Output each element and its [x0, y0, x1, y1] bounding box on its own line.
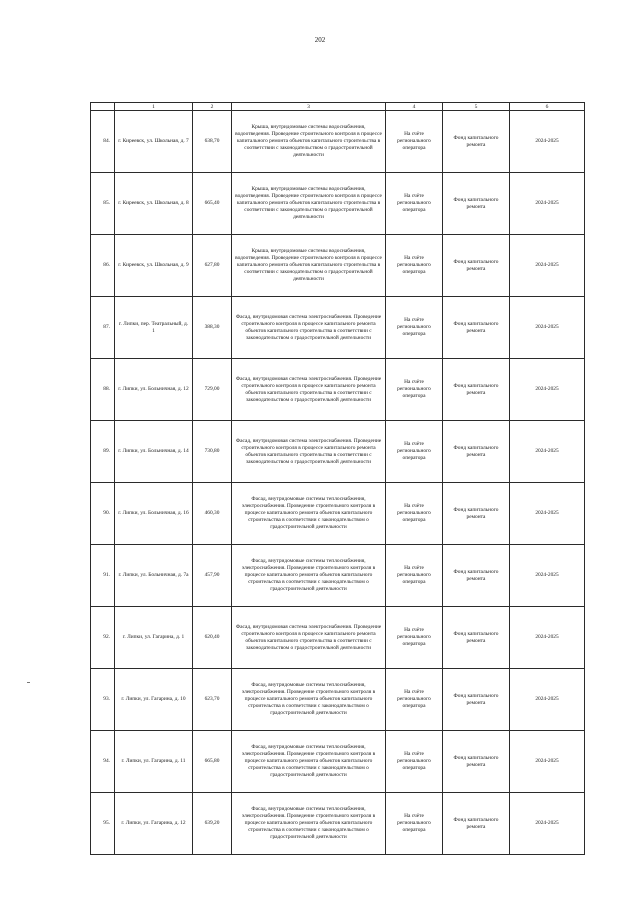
table-row: [91, 669, 585, 731]
table-body: [91, 103, 585, 855]
account-cell: На счёте регионального оператора: [386, 483, 443, 545]
account-cell: На счёте регионального оператора: [386, 607, 443, 669]
row-number: 85.: [91, 173, 115, 235]
page-number: 202: [314, 36, 326, 44]
address-cell: г. Липки, ул. Гагарина, д. 12: [115, 793, 193, 855]
address-cell: г. Липки, ул. Гагарина, д. 11: [115, 731, 193, 793]
period-cell: 2024-2025: [510, 235, 585, 297]
account-cell: На счёте регионального оператора: [386, 297, 443, 359]
header-col-6: 6: [510, 103, 585, 111]
address-cell: г. Киреевск, ул. Школьная, д. 9: [115, 235, 193, 297]
header-blank-cell: [91, 103, 115, 111]
area-cell: 460,30: [193, 483, 232, 545]
work-description-cell: Фасад, внутридомовая система электроснабжения. Проведение строительного контроля в процессе капитального ремонта объектов капитального строительства в соответствии с законодательством о градостроительной деятельности: [232, 421, 386, 483]
address-cell: г. Липки, пер. Театральный, д. 1: [115, 297, 193, 359]
work-description-cell: Фасад, внутридомовая система электроснабжения. Проведение строительного контроля в процессе капитального ремонта объектов капитального строительства в соответствии с законодательством о градостроительной деятельности: [232, 297, 386, 359]
address-cell: г. Липки, ул. Гагарина, д. 10: [115, 669, 193, 731]
address-cell: г. Липки, ул. Гагарина, д. 1: [115, 607, 193, 669]
account-cell: На счёте регионального оператора: [386, 669, 443, 731]
column-number-header: [91, 103, 585, 111]
funding-source-cell: Фонд капитального ремонта: [443, 607, 510, 669]
header-col-1: 1: [115, 103, 193, 111]
account-cell: На счёте регионального оператора: [386, 111, 443, 173]
address-cell: г. Липки, ул. Больничная, д. 14: [115, 421, 193, 483]
area-cell: 388,30: [193, 297, 232, 359]
area-cell: 623,70: [193, 669, 232, 731]
funding-source-cell: Фонд капитального ремонта: [443, 235, 510, 297]
table-row: [91, 421, 585, 483]
account-cell: На счёте регионального оператора: [386, 173, 443, 235]
area-cell: 665,80: [193, 731, 232, 793]
row-number: 91.: [91, 545, 115, 607]
funding-source-cell: Фонд капитального ремонта: [443, 483, 510, 545]
address-cell: г. Липки, ул. Больничная, д. 12: [115, 359, 193, 421]
row-number: 95.: [91, 793, 115, 855]
account-cell: На счёте регионального оператора: [386, 359, 443, 421]
address-cell: г. Липки, ул. Больничная, д. 7а: [115, 545, 193, 607]
header-col-5: 5: [443, 103, 510, 111]
funding-source-cell: Фонд капитального ремонта: [443, 545, 510, 607]
table-row: [91, 297, 585, 359]
work-description-cell: Фасад, внутридомовые системы теплоснабжения, электроснабжения. Проведение строительного контроля в процессе капитального ремонта объектов капитального строительства в соответствии с законодательством о градостроительной деятельности: [232, 731, 386, 793]
area-cell: 729,00: [193, 359, 232, 421]
period-cell: 2024-2025: [510, 669, 585, 731]
area-cell: 457,90: [193, 545, 232, 607]
area-cell: 665,40: [193, 173, 232, 235]
funding-source-cell: Фонд капитального ремонта: [443, 111, 510, 173]
funding-source-cell: Фонд капитального ремонта: [443, 173, 510, 235]
work-description-cell: Фасад, внутридомовые системы теплоснабжения, электроснабжения. Проведение строительного контроля в процессе капитального ремонта объектов капитального строительства в соответствии с законодательством о градостроительной деятельности: [232, 545, 386, 607]
account-cell: На счёте регионального оператора: [386, 421, 443, 483]
row-number: 84.: [91, 111, 115, 173]
row-number: 87.: [91, 297, 115, 359]
table-row: [91, 173, 585, 235]
period-cell: 2024-2025: [510, 483, 585, 545]
funding-source-cell: Фонд капитального ремонта: [443, 421, 510, 483]
row-number: 92.: [91, 607, 115, 669]
work-description-cell: Фасад, внутридомовые системы теплоснабжения, электроснабжения. Проведение строительного контроля в процессе капитального ремонта объектов капитального строительства в соответствии с законодательством о градостроительной деятельности: [232, 669, 386, 731]
period-cell: 2024-2025: [510, 607, 585, 669]
account-cell: На счёте регионального оператора: [386, 793, 443, 855]
table-row: [91, 235, 585, 297]
area-cell: 638,70: [193, 111, 232, 173]
area-cell: 627,80: [193, 235, 232, 297]
account-cell: На счёте регионального оператора: [386, 235, 443, 297]
period-cell: 2024-2025: [510, 359, 585, 421]
address-cell: г. Липки, ул. Больничная, д. 16: [115, 483, 193, 545]
row-number: 90.: [91, 483, 115, 545]
table-row: [91, 483, 585, 545]
work-description-cell: Крыша, внутридомовые системы водоснабжения, водоотведения. Проведение строительного контроля в процессе капитального ремонта объектов капитального строительства в соответствии с законодательством о градостроительной деятельности: [232, 173, 386, 235]
table-row: [91, 731, 585, 793]
area-cell: 620,40: [193, 607, 232, 669]
work-description-cell: Крыша, внутридомовые системы водоснабжения, водоотведения. Проведение строительного контроля в процессе капитального ремонта объектов капитального строительства в соответствии с законодательством о градостроительной деятельности: [232, 111, 386, 173]
work-description-cell: Фасад, внутридомовая система электроснабжения. Проведение строительного контроля в процессе капитального ремонта объектов капитального строительства в соответствии с законодательством о градостроительной деятельности: [232, 607, 386, 669]
capital-repair-table: [90, 102, 585, 855]
header-col-4: 4: [386, 103, 443, 111]
work-description-cell: Фасад, внутридомовая система электроснабжения. Проведение строительного контроля в процессе капитального ремонта объектов капитального строительства в соответствии с законодательством о градостроительной деятельности: [232, 359, 386, 421]
row-number: 89.: [91, 421, 115, 483]
scan-mark: [27, 682, 30, 683]
row-number: 86.: [91, 235, 115, 297]
table-row: [91, 793, 585, 855]
area-cell: 730,80: [193, 421, 232, 483]
address-cell: г. Киреевск, ул. Школьная, д. 7: [115, 111, 193, 173]
funding-source-cell: Фонд капитального ремонта: [443, 669, 510, 731]
period-cell: 2024-2025: [510, 731, 585, 793]
work-description-cell: Крыша, внутридомовые системы водоснабжения, водоотведения. Проведение строительного контроля в процессе капитального ремонта объектов капитального строительства в соответствии с законодательством о градостроительной деятельности: [232, 235, 386, 297]
header-col-2: 2: [193, 103, 232, 111]
funding-source-cell: Фонд капитального ремонта: [443, 359, 510, 421]
table-row: [91, 607, 585, 669]
period-cell: 2024-2025: [510, 111, 585, 173]
header-col-3: 3: [232, 103, 386, 111]
period-cell: 2024-2025: [510, 297, 585, 359]
row-number: 93.: [91, 669, 115, 731]
row-number: 88.: [91, 359, 115, 421]
area-cell: 639,20: [193, 793, 232, 855]
account-cell: На счёте регионального оператора: [386, 731, 443, 793]
row-number: 94.: [91, 731, 115, 793]
account-cell: На счёте регионального оператора: [386, 545, 443, 607]
funding-source-cell: Фонд капитального ремонта: [443, 793, 510, 855]
address-cell: г. Киреевск, ул. Школьная, д. 8: [115, 173, 193, 235]
period-cell: 2024-2025: [510, 793, 585, 855]
period-cell: 2024-2025: [510, 173, 585, 235]
period-cell: 2024-2025: [510, 421, 585, 483]
funding-source-cell: Фонд капитального ремонта: [443, 731, 510, 793]
work-description-cell: Фасад, внутридомовые системы теплоснабжения, электроснабжения. Проведение строительного контроля в процессе капитального ремонта объектов капитального строительства в соответствии с законодательством о градостроительной деятельности: [232, 483, 386, 545]
table-row: [91, 111, 585, 173]
work-description-cell: Фасад, внутридомовые системы теплоснабжения, электроснабжения. Проведение строительного контроля в процессе капитального ремонта объектов капитального строительства в соответствии с законодательством о градостроительной деятельности: [232, 793, 386, 855]
period-cell: 2024-2025: [510, 545, 585, 607]
funding-source-cell: Фонд капитального ремонта: [443, 297, 510, 359]
table-row: [91, 545, 585, 607]
table-row: [91, 359, 585, 421]
